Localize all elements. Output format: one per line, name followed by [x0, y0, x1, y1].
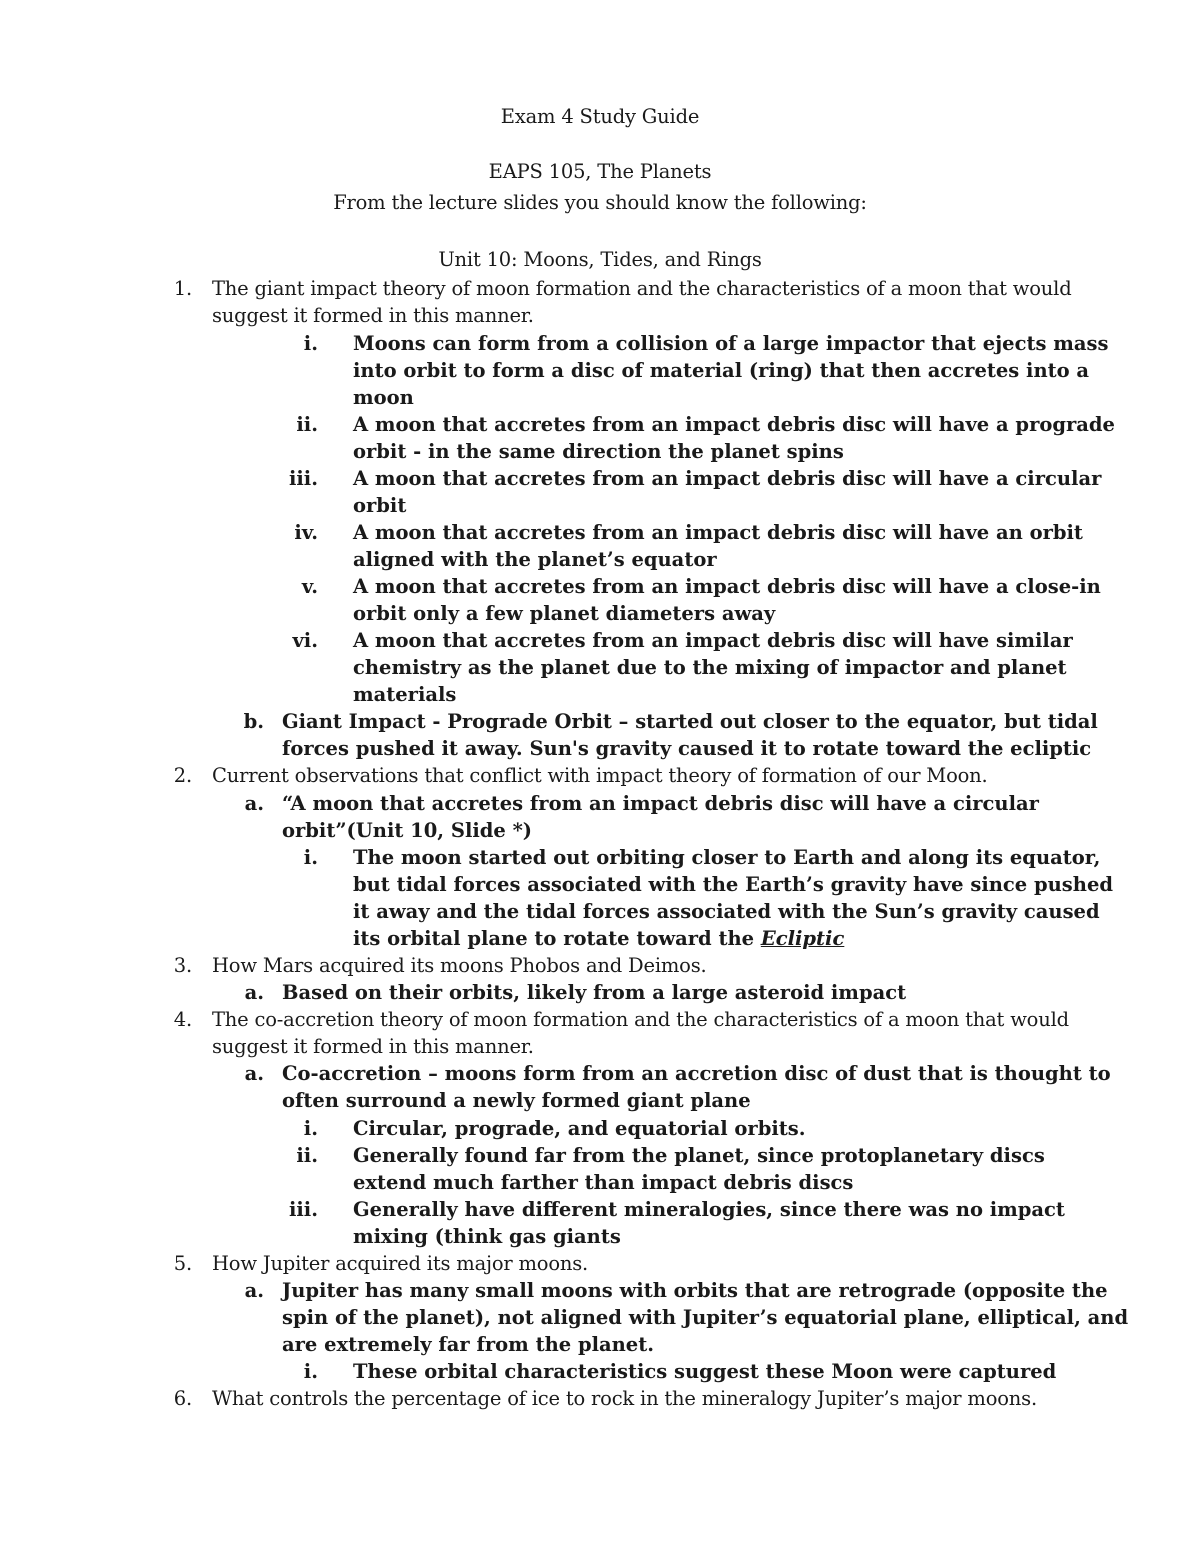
- sub-marker: ii.: [296, 1144, 318, 1167]
- sub-marker: ii.: [296, 413, 318, 436]
- item-number: 4.: [173, 1008, 192, 1031]
- sub-marker: i.: [303, 1360, 318, 1383]
- sub-text: mixing (think gas giants: [353, 1225, 621, 1248]
- sub-text: Jupiter has many small moons with orbits that are retrograde (opposite the: [282, 1279, 1108, 1302]
- item-text: suggest it formed in this manner.: [212, 304, 534, 327]
- sub-text: into orbit to form a disc of material (ring) that then accretes into a: [353, 359, 1090, 382]
- sub-text: Co-accretion – moons form from an accretion disc of dust that is thought to: [282, 1062, 1111, 1085]
- item-number: 5.: [173, 1252, 192, 1275]
- sub-text: moon: [353, 386, 414, 409]
- ecliptic-emphasis: Ecliptic: [760, 927, 845, 950]
- sub-marker: iii.: [288, 1198, 318, 1221]
- sub-marker: a.: [244, 981, 264, 1004]
- sub-marker: iv.: [294, 521, 318, 544]
- sub-text: orbit - in the same direction the planet spins: [353, 440, 844, 463]
- intro-text: From the lecture slides you should know the following:: [333, 191, 867, 214]
- item-number: 6.: [173, 1387, 192, 1410]
- sub-text: These orbital characteristics suggest these Moon were captured: [353, 1360, 1057, 1383]
- sub-text: A moon that accretes from an impact debris disc will have similar: [353, 629, 1073, 652]
- item-text: The giant impact theory of moon formation and the characteristics of a moon that would: [212, 277, 1072, 300]
- sub-text: orbit”(Unit 10, Slide *): [282, 819, 533, 842]
- sub-text: materials: [353, 683, 457, 706]
- sub-text: Based on their orbits, likely from a large asteroid impact: [282, 981, 907, 1004]
- sub-text: but tidal forces associated with the Earth’s gravity have since pushed: [353, 873, 1114, 896]
- sub-text: The moon started out orbiting closer to Earth and along its equator,: [353, 846, 1101, 869]
- sub-text: [353, 925, 844, 952]
- sub-text: A moon that accretes from an impact debris disc will have a close-in: [353, 575, 1101, 598]
- sub-text: A moon that accretes from an impact debris disc will have a prograde: [353, 413, 1115, 436]
- sub-text: it away and the tidal forces associated with the Sun’s gravity caused: [353, 900, 1100, 923]
- page-title: Exam 4 Study Guide: [500, 105, 700, 128]
- sub-marker: vi.: [292, 629, 318, 652]
- item-text: suggest it formed in this manner.: [212, 1035, 534, 1058]
- sub-text-lead: its orbital plane to rotate toward the: [353, 927, 761, 950]
- sub-marker: a.: [244, 1062, 264, 1085]
- sub-text: extend much farther than impact debris discs: [353, 1171, 854, 1194]
- sub-marker: v.: [301, 575, 318, 598]
- sub-text: Generally have different mineralogies, since there was no impact: [353, 1198, 1065, 1221]
- sub-text: Giant Impact - Prograde Orbit – started out closer to the equator, but tidal: [282, 710, 1098, 733]
- sub-marker: b.: [243, 710, 264, 733]
- sub-text: A moon that accretes from an impact debris disc will have a circular: [353, 467, 1102, 490]
- item-text: The co-accretion theory of moon formation and the characteristics of a moon that would: [212, 1008, 1069, 1031]
- sub-marker: i.: [303, 332, 318, 355]
- item-number: 3.: [173, 954, 192, 977]
- sub-text: orbit: [353, 494, 407, 517]
- item-text: Current observations that conflict with impact theory of formation of our Moon.: [212, 764, 988, 787]
- sub-text: “A moon that accretes from an impact debris disc will have a circular: [282, 792, 1039, 815]
- sub-marker: a.: [244, 792, 264, 815]
- sub-marker: iii.: [288, 467, 318, 490]
- unit-heading: Unit 10: Moons, Tides, and Rings: [438, 248, 762, 271]
- sub-text: spin of the planet), not aligned with Jupiter’s equatorial plane, elliptical, and: [282, 1306, 1129, 1329]
- sub-text: are extremely far from the planet.: [282, 1333, 655, 1356]
- item-number: 1.: [173, 277, 192, 300]
- sub-marker: a.: [244, 1279, 264, 1302]
- sub-text: Moons can form from a collision of a large impactor that ejects mass: [353, 332, 1109, 355]
- sub-text: A moon that accretes from an impact debris disc will have an orbit: [353, 521, 1083, 544]
- sub-text: orbit only a few planet diameters away: [353, 602, 776, 625]
- sub-marker: i.: [303, 1117, 318, 1140]
- sub-text: Generally found far from the planet, since protoplanetary discs: [353, 1144, 1045, 1167]
- sub-text: aligned with the planet’s equator: [353, 548, 717, 571]
- sub-text: chemistry as the planet due to the mixing of impactor and planet: [353, 656, 1067, 679]
- course-title: EAPS 105, The Planets: [488, 160, 712, 183]
- sub-text: forces pushed it away. Sun's gravity caused it to rotate toward the ecliptic: [282, 737, 1092, 760]
- sub-text: often surround a newly formed giant plane: [282, 1089, 751, 1112]
- item-text: How Mars acquired its moons Phobos and Deimos.: [212, 954, 707, 977]
- item-number: 2.: [173, 764, 192, 787]
- sub-text: Circular, prograde, and equatorial orbits.: [353, 1117, 806, 1140]
- item-text: What controls the percentage of ice to rock in the mineralogy Jupiter’s major moons.: [212, 1387, 1037, 1410]
- sub-marker: i.: [303, 846, 318, 869]
- item-text: How Jupiter acquired its major moons.: [212, 1252, 589, 1275]
